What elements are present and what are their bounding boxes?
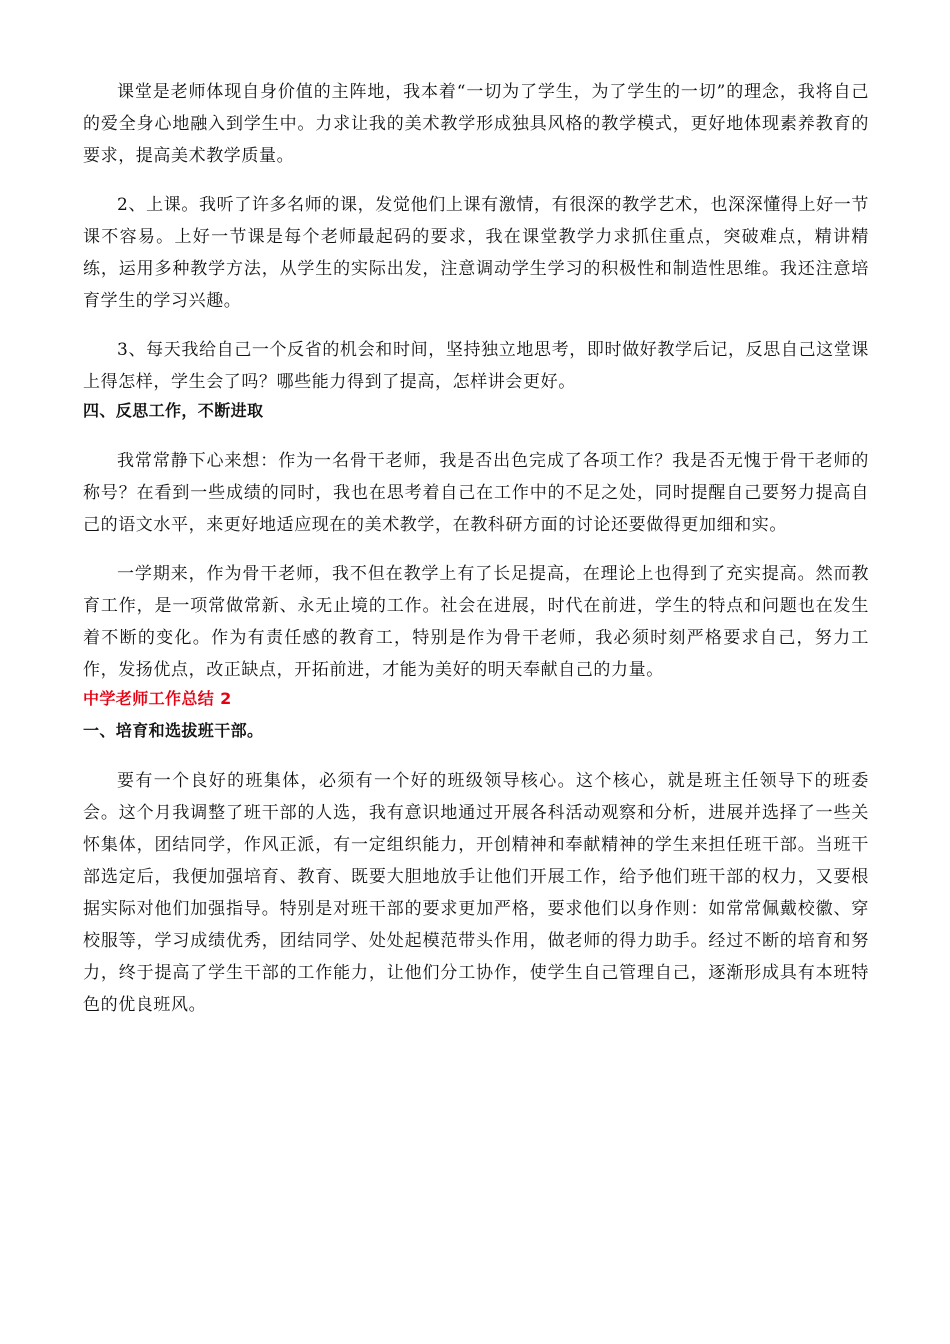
paragraph-classroom-value: 课堂是老师体现自身价值的主阵地，我本着“一切为了学生，为了学生的一切”的理念，我将自己的爱全身心地融入到学生中。力求让我的美术教学形成独具风格的教学模式，更好地体现素养教育的要求，提高美术教学质量。 bbox=[83, 82, 869, 166]
paragraph-self-question: 我常常静下心来想：作为一名骨干老师，我是否出色完成了各项工作？我是否无愧于骨干老师的称号？在看到一些成绩的同时，我也在思考着自己在工作中的不足之处，同时提醒自己要努力提高自己的语文水平，来更好地适应现在的美术教学，在教科研方面的讨论还要做得更加细和实。 bbox=[83, 451, 869, 535]
paragraph-lesson: 2、上课。我听了许多名师的课，发觉他们上课有激情，有很深的教学艺术，也深深懂得上好一节课不容易。上好一节课是每个老师最起码的要求，我在课堂教学力求抓住重点，突破难点，精讲精练，运用多种教学方法，从学生的实际出发，注意调动学生学习的积极性和制造性思维。我还注意培育学生的学习兴趣。 bbox=[83, 195, 869, 311]
paragraph-daily-reflection: 3、每天我给自己一个反省的机会和时间，坚持独立地思考，即时做好教学后记，反思自己这堂课上得怎样，学生会了吗？哪些能力得到了提高，怎样讲会更好。 bbox=[83, 340, 869, 392]
paragraph-class-cadres: 要有一个良好的班集体，必须有一个好的班级领导核心。这个核心，就是班主任领导下的班委会。这个月我调整了班干部的人选，我有意识地通过开展各科活动观察和分析，进展并选择了一些关怀集体，团结同学，作风正派，有一定组织能力，开创精神和奉献精神的学生来担任班干部。当班干部选定后，我便加强培育、教育、既要大胆地放手让他们开展工作，给予他们班干部的权力，又要根据实际对他们加强指导。特别是对班干部的要求更加严格，要求他们以身作则：如常常佩戴校徽、穿校服等，学习成绩优秀，团结同学、处处起模范带头作用，做老师的得力助手。经过不断的培育和努力，终于提高了学生干部的工作能力，让他们分工协作，使学生自己管理自己，逐渐形成具有本班特色的优良班风。 bbox=[83, 771, 869, 1015]
section-title: 中学老师工作总结 2 bbox=[83, 689, 232, 708]
document-page bbox=[83, 76, 869, 1021]
paragraph-semester-summary: 一学期来，作为骨干老师，我不但在教学上有了长足提高，在理论上也得到了充实提高。然而教育工作，是一项常做常新、永无止境的工作。社会在进展，时代在前进，学生的特点和问题也在发生着不断的变化。作为有责任感的教育工，特别是作为骨干老师，我必须时刻严格要求自己，努力工作，发扬优点，改正缺点，开拓前进，才能为美好的明天奉献自己的力量。 bbox=[83, 564, 869, 680]
heading-reflect-work: 四、反思工作，不断进取 bbox=[83, 401, 264, 420]
heading-class-cadres: 一、培育和选拔班干部。 bbox=[83, 721, 264, 740]
